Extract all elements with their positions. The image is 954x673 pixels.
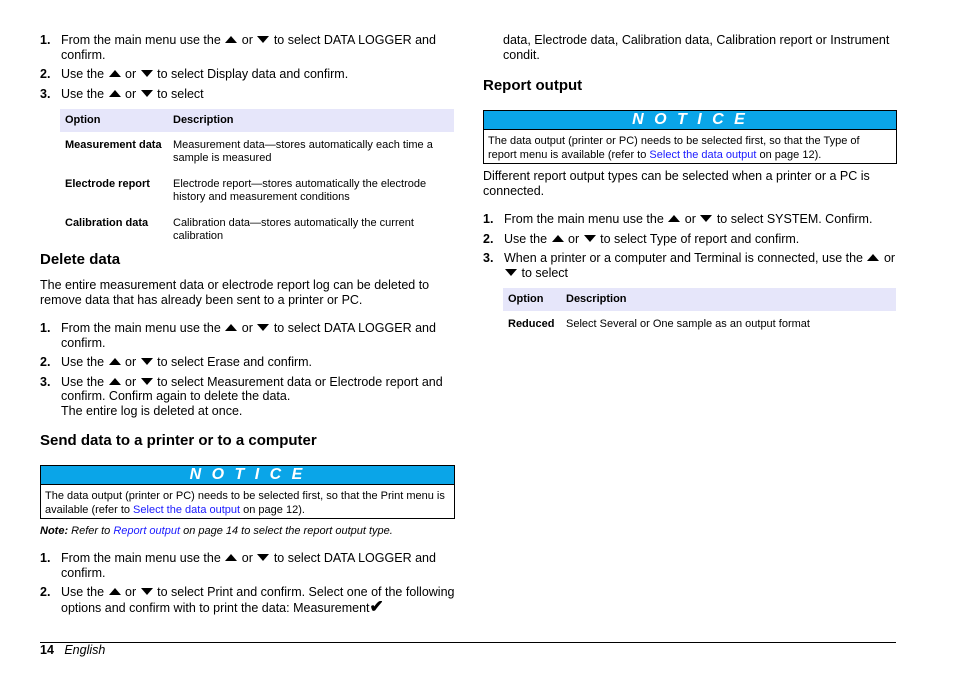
list-item: 1. From the main menu use the or to select SYSTEM. Confirm. [483,212,873,226]
notice-title: N O T I C E [484,111,896,130]
arrow-up-icon [109,70,121,77]
notice-body: The data output (printer or PC) needs to be selected first, so that the Print menu is available (refer to Select the data output on page 12). [45,490,445,516]
list-item: 3. When a printer or a computer and Terminal is connected, use the or to select [483,251,896,280]
step-result-text: The entire log is deleted at once. [61,403,243,418]
list-item: 3. Use the or to select [40,86,204,101]
footer-divider [40,642,896,643]
arrow-down-icon [584,235,596,242]
arrow-down-icon [141,378,153,385]
list-item: 1. From the main menu use the or to select DATA LOGGER and confirm. [40,321,436,350]
page-number: 14 [40,643,54,657]
select-data-output-link[interactable]: Select the data output [649,149,757,161]
arrow-down-icon [257,554,269,561]
send-data-heading: Send data to a printer or to a computer [40,432,317,449]
arrow-up-icon [867,254,879,261]
report-output-heading: Report output [483,77,583,94]
list-item: 2. Use the or to select Display data and confirm. [40,67,349,81]
notice-box-print [40,465,455,519]
arrow-up-icon [109,358,121,365]
arrow-up-icon [109,90,121,97]
arrow-up-icon [109,588,121,595]
table-row: Reduced Select Several or One sample as an output format [508,318,810,330]
select-data-output-link[interactable]: Select the data output [133,504,241,516]
table-header-row: Option Description [503,288,896,311]
list-item: 3. Use the or to select Measurement data or Electrode report and confirm. Confirm again to delete the data. The entire log is deleted at once. [40,375,455,419]
notice-box-report [483,110,897,164]
table-row: Electrode report Electrode report—stores automatically the electrode history and measurement conditions [65,178,427,203]
arrow-down-icon [141,70,153,77]
delete-data-paragraph: The entire measurement data or electrode report log can be deleted to remove data that has already been sent to a printer or PC. [40,278,430,307]
table-row: Calibration data Calibration data—stores automatically the current calibration [65,217,414,242]
left-steps-send [40,551,455,615]
arrow-up-icon [668,215,680,222]
options-table-display [60,109,454,252]
list-item: 2. Use the or to select Erase and confirm. [40,355,313,369]
note-text: Note: Refer to Report output on page 14 to select the report output type. [40,525,393,537]
arrow-up-icon [225,324,237,331]
arrow-down-icon [257,36,269,43]
notice-body: The data output (printer or PC) needs to be selected first, so that the Type of report menu is available (refer to Select the data output on page 12). [488,135,860,161]
page-footer [40,643,105,657]
list-item: 2. Use the or to select Print and confirm. Select one of the following options and confirm with to print the data: Measurement✔ [40,585,455,616]
notice-title: N O T I C E [41,466,454,485]
table-row: Measurement data Measurement data—stores automatically each time a sample is measured [65,139,433,164]
arrow-down-icon [700,215,712,222]
arrow-down-icon [257,324,269,331]
arrow-up-icon [109,378,121,385]
left-steps-display [40,33,455,101]
footer-language: English [64,643,106,657]
right-steps-report [483,212,896,280]
arrow-down-icon [141,588,153,595]
list-item: 1. From the main menu use the or to select DATA LOGGER and confirm. [40,33,436,62]
arrow-up-icon [225,36,237,43]
checkmark-icon: ✔ [369,596,384,616]
list-item: 2. Use the or to select Type of report and confirm. [483,231,800,246]
options-table-report [503,288,896,340]
delete-data-heading: Delete data [40,251,121,268]
report-output-link[interactable]: Report output [113,525,181,537]
list-item: 1. From the main menu use the or to select DATA LOGGER and confirm. [40,551,436,580]
left-steps-delete [40,321,455,418]
arrow-up-icon [225,554,237,561]
continued-text: data, Electrode data, Calibration data, Calibration report or Instrument condit. [503,33,890,62]
arrow-down-icon [505,269,517,276]
arrow-down-icon [141,90,153,97]
report-types-paragraph: Different report output types can be selected when a printer or a PC is connected. [483,169,870,198]
arrow-up-icon [552,235,564,242]
table-header-row: Option Description [60,109,454,132]
arrow-down-icon [141,358,153,365]
